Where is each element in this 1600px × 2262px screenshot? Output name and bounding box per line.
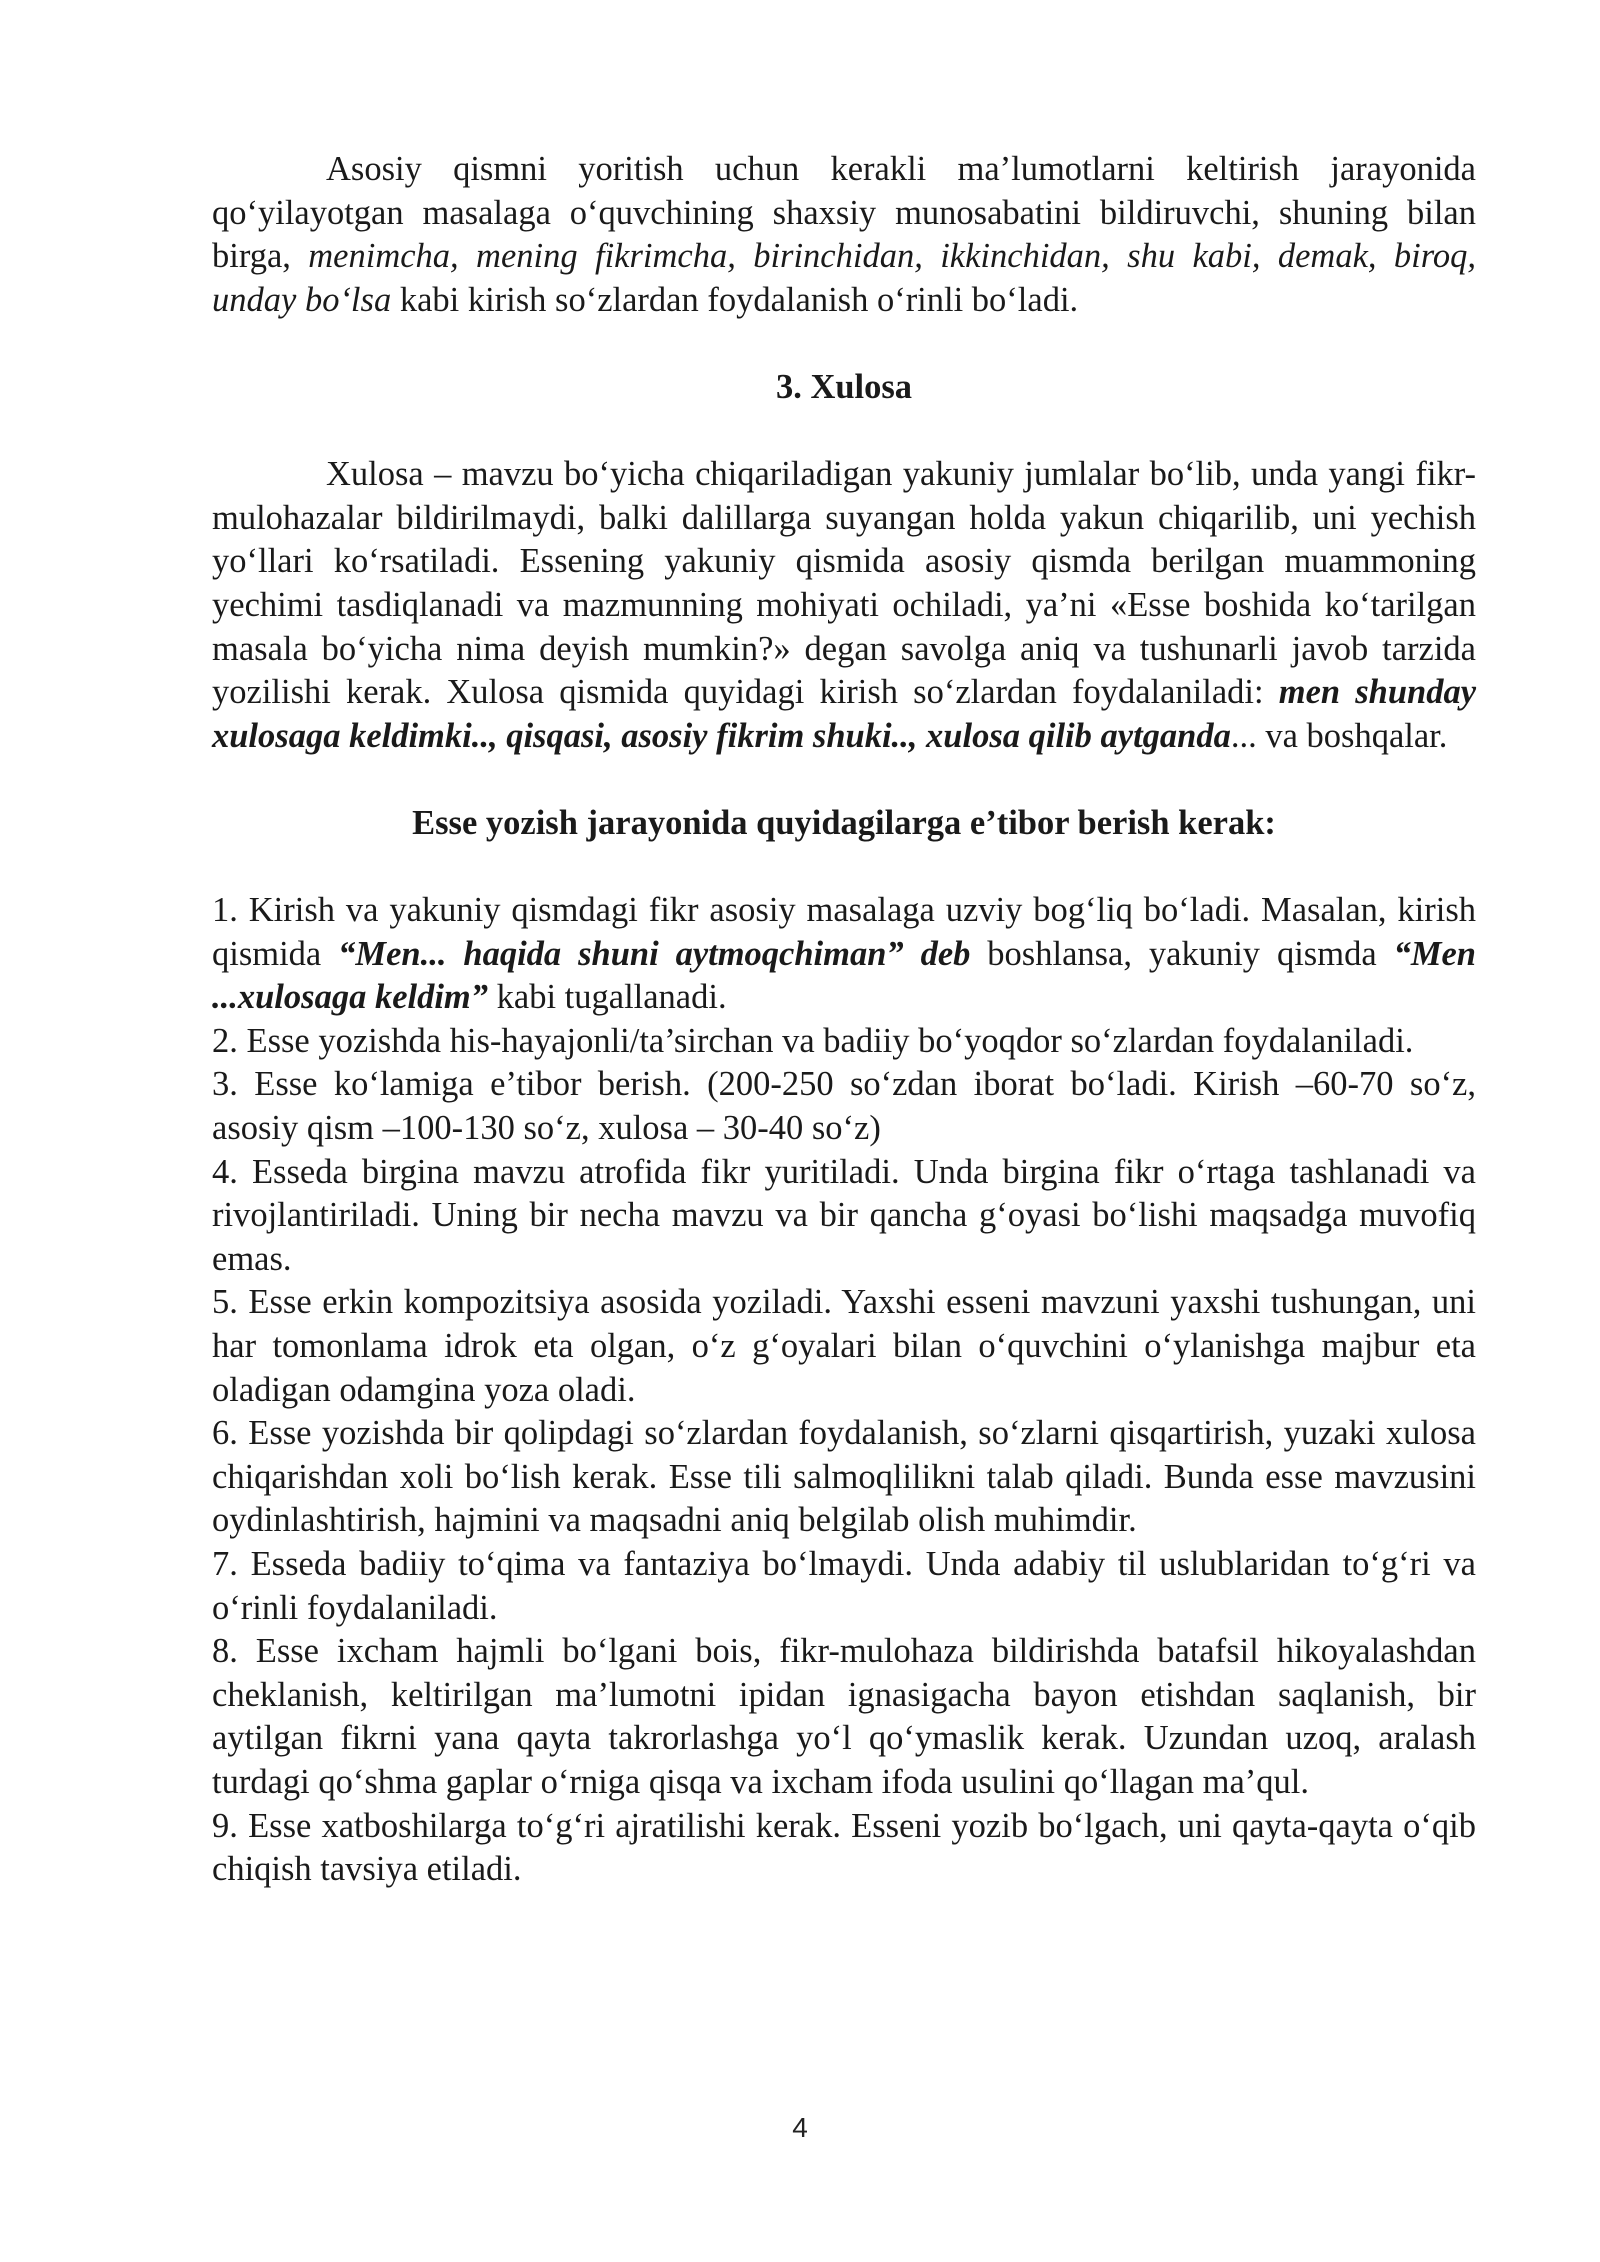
paragraph-text: kabi kirish so‘zlardan foydalanish o‘rinli bo‘ladi. [391,280,1079,319]
section-heading-conclusion: 3. Xulosa [775,367,913,406]
list-item-1 [212,889,1476,1020]
list-item-text: boshlansa, yakuniy qismda [970,934,1394,973]
list-item-text: 1. Kirish va yakuniy qismdagi fikr asosiy masalaga uzviy bog‘liq bo‘ladi. Masalan, kirish qismida [212,891,1476,973]
list-item-text: kabi tugallanadi. [488,978,727,1017]
paragraph-conclusion [212,453,1476,758]
spacer [212,322,1476,366]
list-item-2: 2. Esse yozishda his-hayajonli/ta’sirchan va badiiy bo‘yoqdor so‘zlardan foydalaniladi. [212,1021,1414,1060]
spacer [212,410,1476,454]
paragraph-text: ... va boshqalar. [1230,716,1448,755]
list-item-8: 8. Esse ixcham hajmli bo‘lgani bois, fikr-mulohaza bildirishda batafsil hikoyalashdan cheklanish, keltirilgan ma’lumotni ipidan ignasigacha bayon etishdan saqlanish, bir aytilgan fikrni yana qayta takrorlashga yo‘l qo‘ymaslik kerak. Uzundan uzoq, aralash turdagi qo‘shma gaplar o‘rniga qisqa va ixcham ifoda usulini qo‘llagan ma’qul. [212,1632,1476,1801]
spacer [212,846,1476,890]
list-item-9: 9. Esse xatboshilarga to‘g‘ri ajratilishi kerak. Esseni yozib bo‘lgach, uni qayta-qayta o‘qib chiqish tavsiya etiladi. [212,1806,1476,1889]
bold-italic-intro-words: men shunday xulosaga keldimki.., qisqasi, asosiy fikrim shuki.., xulosa qilib aytganda [212,673,1477,755]
bold-italic-example: “Men ...xulosaga keldim” [212,934,1476,1017]
list-item-5: 5. Esse erkin kompozitsiya asosida yoziladi. Yaxshi esseni mavzuni yaxshi tushungan, uni har tomonlama idrok eta olgan, o‘z g‘oyalari bilan o‘quvchini o‘ylanishga majbur eta oladigan odamgina yoza oladi. [212,1283,1476,1409]
paragraph-text: Xulosa – mavzu bo‘yicha chiqariladigan yakuniy jumlalar bo‘lib, unda yangi fikr-mulohazalar bildirilmaydi, balki dalillarga suyangan holda yakun chiqarilib, uni yechish yo‘llari ko‘rsatiladi. Essening yakuniy qismida asosiy qismda berilgan muammoning yechimi tasdiqlanadi va mazmunning mohiyati ochiladi, ya’ni «Esse boshida ko‘tarilgan masala bo‘yicha nima deyish mumkin?» degan savolga aniq va tushunarli javob tarzida yozilishi kerak. Xulosa qismida quyidagi kirish so‘zlardan foydalaniladi: [212,455,1476,712]
section-heading-tips: Esse yozish jarayonida quyidagilarga e’tibor berish kerak: [412,803,1276,842]
paragraph-main-part [212,148,1476,322]
document-page [212,148,1476,1892]
italic-intro-words: menimcha, mening fikrimcha, birinchidan, ikkinchidan, shu kabi, demak, biroq, unday bo‘lsa [212,237,1476,319]
list-item-6: 6. Esse yozishda bir qolipdagi so‘zlardan foydalanish, so‘zlarni qisqartirish, yuzaki xulosa chiqarishdan xoli bo‘lish kerak. Esse tili salmoqlilikni talab qiladi. Bunda esse mavzusini oydinlashtirish, hajmini va maqsadni aniq belgilab olish muhimdir. [212,1414,1476,1540]
paragraph-text: Asosiy qismni yoritish uchun kerakli ma’lumotlarni keltirish jarayonida qo‘yilayotgan masalaga o‘quvchining shaxsiy munosabatini bildiruvchi, shuning bilan birga, [212,150,1476,276]
list-item-4: 4. Esseda birgina mavzu atrofida fikr yuritiladi. Unda birgina fikr o‘rtaga tashlanadi va rivojlantiriladi. Uning bir necha mavzu va bir qancha g‘oyasi bo‘lishi maqsadga muvofiq emas. [212,1152,1476,1278]
tips-list [212,889,1476,1892]
spacer [212,758,1476,802]
list-item-3: 3. Esse ko‘lamiga e’tibor berish. (200-250 so‘zdan iborat bo‘ladi. Kirish –60-70 so‘z, asosiy qism –100-130 so‘z, xulosa – 30-40 so‘z) [212,1065,1476,1148]
list-item-7: 7. Esseda badiiy to‘qima va fantaziya bo‘lmaydi. Unda adabiy til uslublaridan to‘g‘ri va o‘rinli foydalaniladi. [212,1545,1476,1627]
bold-italic-example: “Men... haqida shuni aytmoqchiman” deb [338,934,971,973]
page-number: 4 [792,2112,808,2143]
